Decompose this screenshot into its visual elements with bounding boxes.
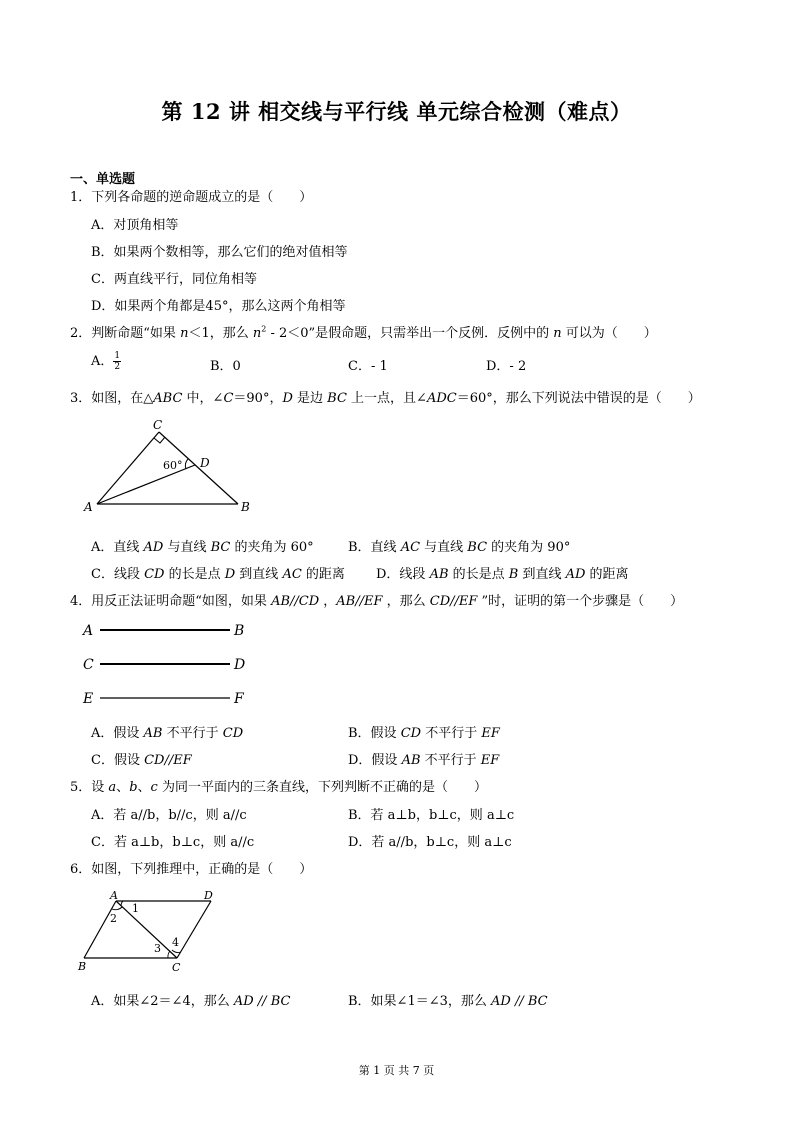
q6-stem: 6．如图，下列推理中，正确的是（ ） [70,862,313,877]
q6-label-a: A [110,889,118,902]
page-title: 第 12 讲 相交线与平行线 单元综合检测（难点） [161,99,632,124]
q4-label-f: F [234,691,244,707]
q4-label-e: E [83,691,94,707]
q3-option-c: C．线段 CD 的长是点 D 到直线 AC 的距离 [91,567,345,582]
q5-option-a: A．若 a//b，b//c，则 a//c [91,808,247,823]
q3-label-d: D [200,456,210,470]
q4-option-d: D．假设 AB 不平行于 EF [348,753,500,768]
q2-option-a: A． $\frac{1}{2}$ [91,351,121,372]
q5-option-c: C．若 a⊥b，b⊥c，则 a//c [91,835,255,850]
q6-option-a: A．如果∠2＝∠4，那么 AD // BC [91,994,291,1009]
q6-angle-1: 1 [132,902,139,915]
q1-option-a: A．对顶角相等 [91,218,179,233]
q3-label-a: A [84,500,93,514]
q4-option-b: B．假设 CD 不平行于 EF [348,726,500,741]
q1-option-d: D．如果两个角都是45°，那么这两个角相等 [91,299,346,314]
q1-option-b: B．如果两个数相等，那么它们的绝对值相等 [91,245,348,260]
q6-label-d: D [204,889,213,902]
q3-triangle-figure [80,415,270,520]
section-heading: 一、单选题 [70,172,136,187]
q4-label-a: A [83,623,94,639]
fraction-one-half: $\frac{1}{2}$ [114,351,121,372]
q3-option-d: D．线段 AB 的长是点 B 到直线 AD 的距离 [376,567,629,582]
q6-parallelogram-figure [76,884,226,974]
q2-option-b: B．0 [210,359,241,374]
q4-option-c: C．假设 CD//EF [91,753,192,768]
q6-angle-4: 4 [172,936,179,949]
q4-label-b: B [234,623,245,639]
q4-stem: 4．用反正法证明命题“如图，如果 AB//CD ，AB//EF ，那么 CD//EF ”时，证明的第一个步骤是（ ） [70,594,684,609]
q5-option-b: B．若 a⊥b，b⊥c，则 a⊥c [348,808,515,823]
q6-label-b: B [78,960,87,973]
q6-angle-3: 3 [154,942,161,955]
q6-option-b: B．如果∠1＝∠3，那么 AD // BC [348,994,548,1009]
q5-option-d: D．若 a//b，b⊥c，则 a⊥c [348,835,512,850]
q6-label-c: C [172,961,181,974]
page-footer: 第 1 页 共 7 页 [358,1064,435,1077]
q3-option-b: B．直线 AC 与直线 BC 的夹角为 90° [348,540,571,555]
q4-label-c: C [83,657,94,673]
q2-option-c: C．- 1 [348,359,388,374]
q4-label-d: D [234,657,246,673]
q3-stem: 3．如图，在△ABC 中，∠C＝90°，D 是边 BC 上一点，且∠ADC＝60°，那么下列说法中错误的是（ ） [70,391,701,406]
q6-angle-2: 2 [110,912,117,925]
q1-stem: 1．下列各命题的逆命题成立的是（ ） [70,190,313,205]
q4-option-a: A．假设 AB 不平行于 CD [91,726,244,741]
q4-parallel-lines-figure [80,618,260,710]
q3-label-b: B [241,500,250,514]
q3-label-c: C [153,418,163,432]
q3-option-a: A．直线 AD 与直线 BC 的夹角为 60° [91,540,314,555]
q5-stem: 5．设 a、b、c 为同一平面内的三条直线，下列判断不正确的是（ ） [70,780,487,795]
q2-stem: 2．判断命题“如果 n＜1，那么 $n^2 - 2<0$”是假命题，只需举出一个反例．反例中的 n 可以为（ ） [70,324,657,341]
q3-angle-label: 60° [163,459,183,472]
q1-option-c: C．两直线平行，同位角相等 [91,272,257,287]
q2-option-d: D．- 2 [486,359,527,374]
